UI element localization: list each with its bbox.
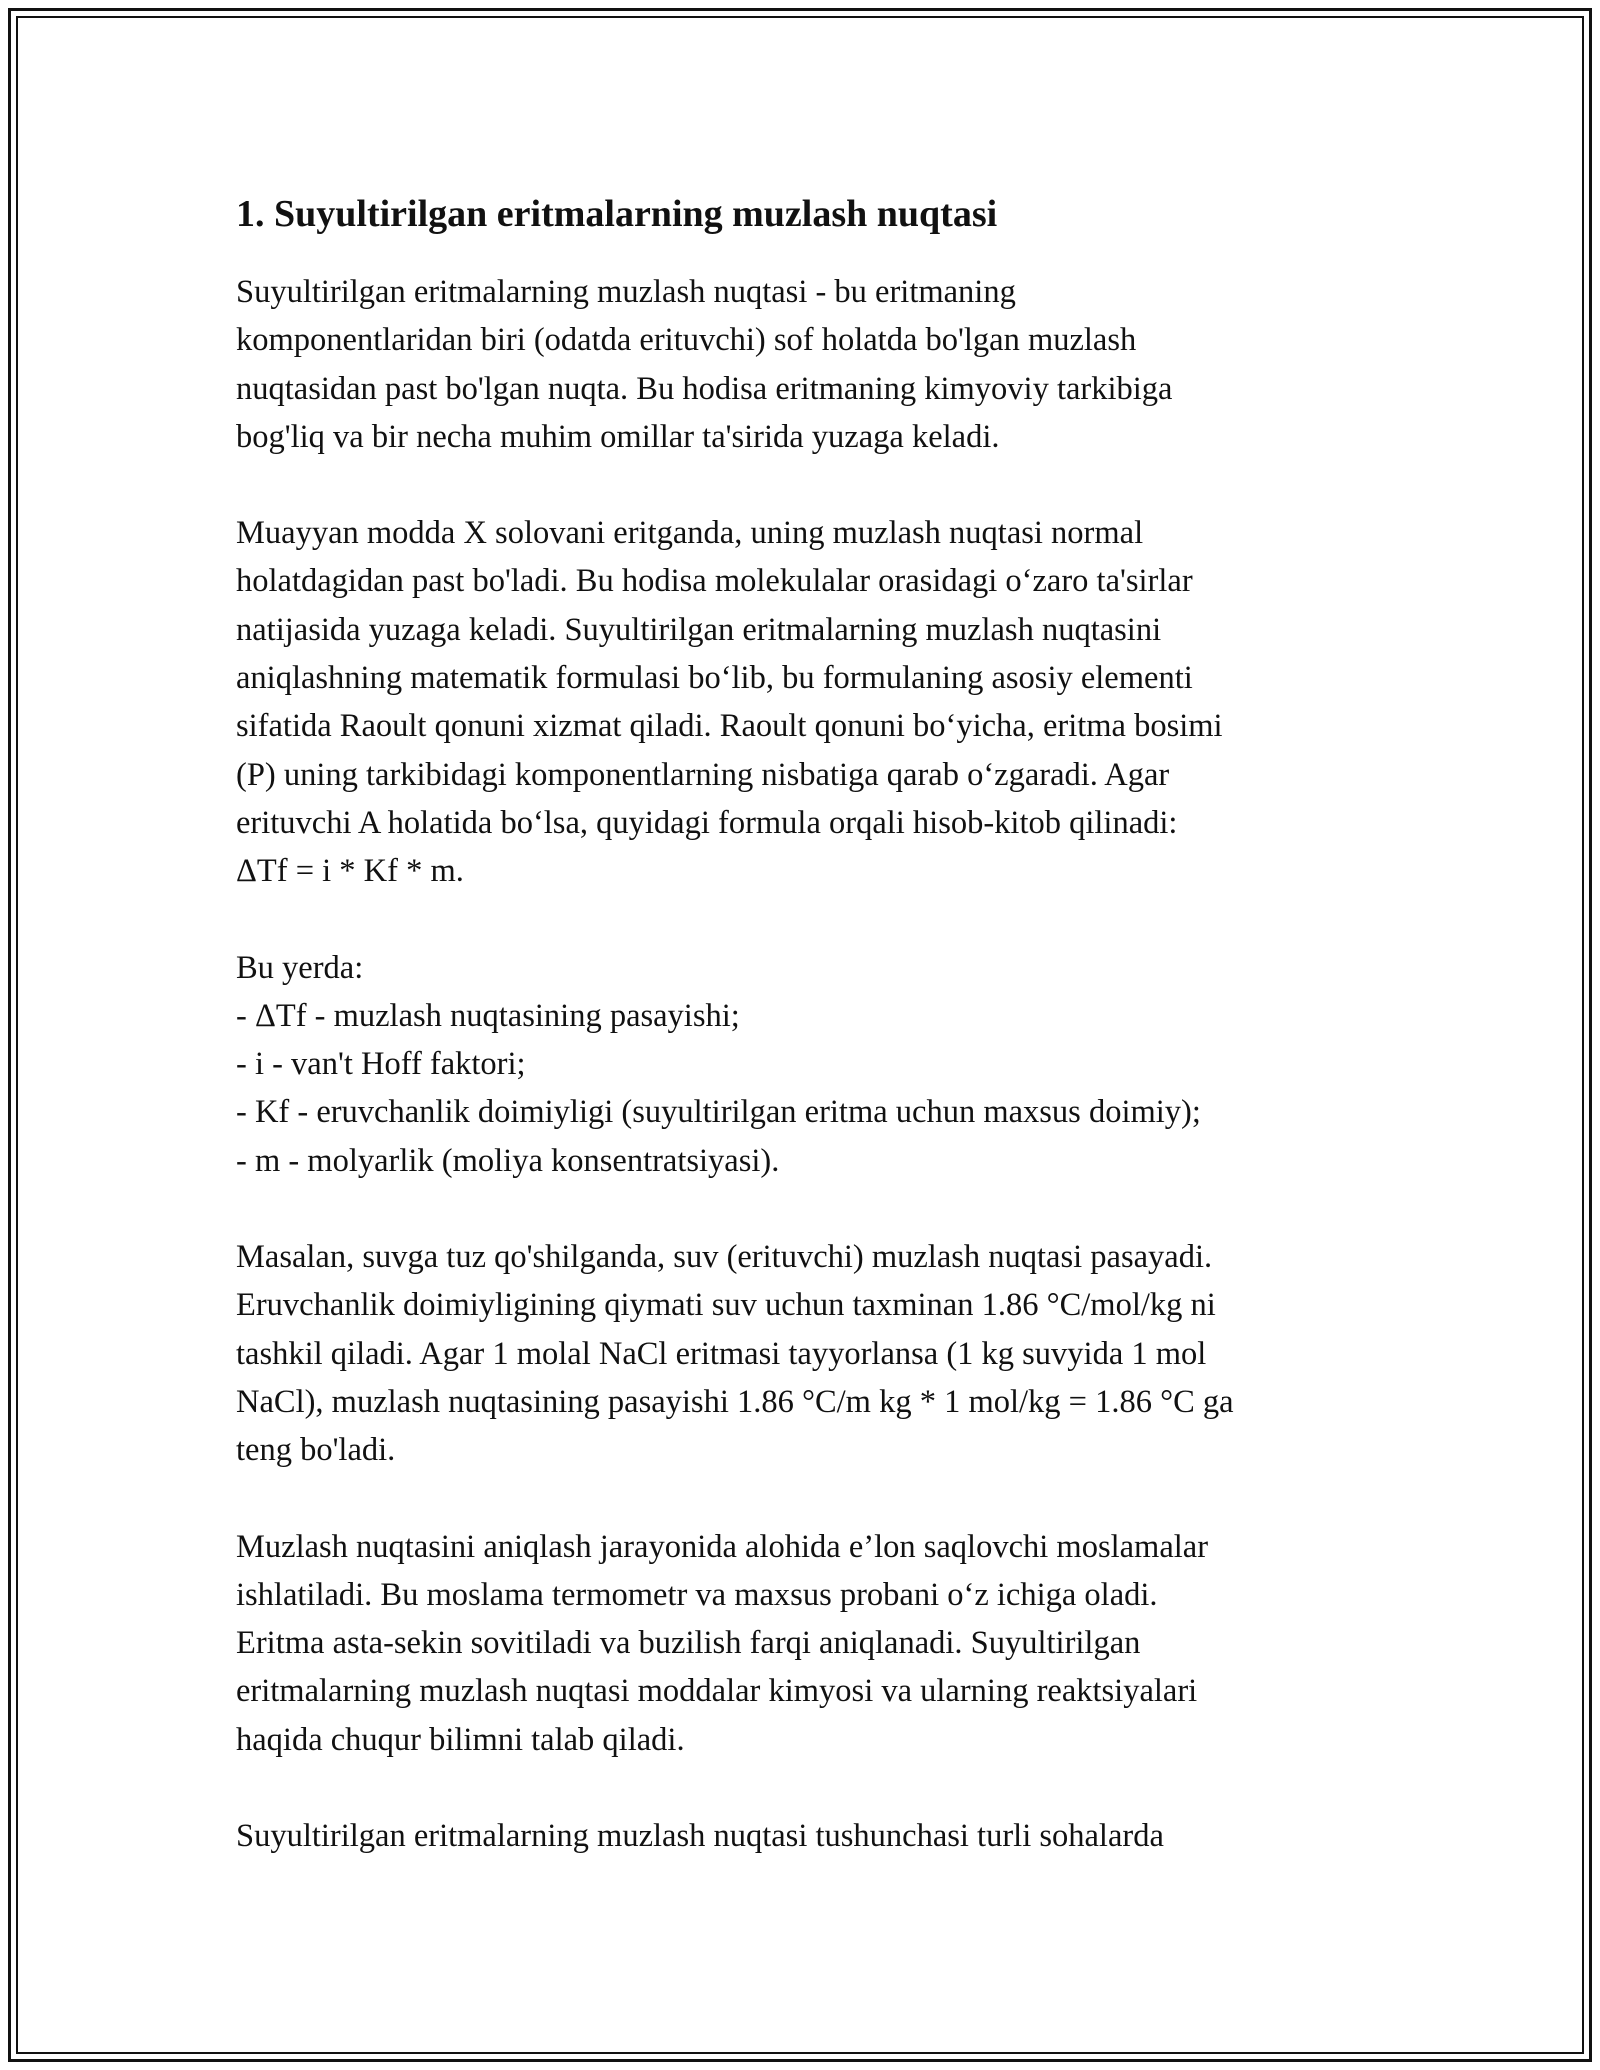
paragraph-example: Masalan, suvga tuz qo'shilganda, suv (erituvchi) muzlash nuqtasi pasayadi. Eruvchanlik doimiyligining qiymati suv uchun taxminan 1.86 °C/mol/kg ni tashkil qiladi. Agar 1 molal NaCl eritmasi tayyorlansa (1 kg suvyida 1 mol NaCl), muzlash nuqtasining pasayishi 1.86 °C/m kg * 1 mol/kg = 1.86 °C ga teng bo'ladi. — [236, 1239, 1234, 1469]
section-heading: 1. Suyultirilgan eritmalarning muzlash nuqtasi — [236, 193, 998, 235]
document-body — [236, 188, 1386, 1860]
paragraph-definition: Suyultirilgan eritmalarning muzlash nuqtasi - bu eritmaning komponentlaridan biri (odatda erituvchi) sof holatda bo'lgan muzlash nuqtasidan past bo'lgan nuqta. Bu hodisa eritmaning kimyoviy tarkibiga bog'liq va bir necha muhim omillar ta'sirida yuzaga keladi. — [236, 274, 1173, 455]
paragraph-variables-list: Bu yerda: - ΔTf - muzlash nuqtasining pasayishi; - i - van't Hoff faktori; - Kf - eruvchanlik doimiyligi (suyultirilgan eritma uchun maxsus doimiy); - m - molyarlik (moliya konsentratsiyasi). — [236, 949, 1201, 1179]
paragraph-applications: Suyultirilgan eritmalarning muzlash nuqtasi tushunchasi turli sohalarda — [236, 1818, 1164, 1855]
paragraph-raoult-law: Muayyan modda X solovani eritganda, uning muzlash nuqtasi normal holatdagidan past bo'ladi. Bu hodisa molekulalar orasidagi o‘zaro ta'sirlar natijasida yuzaga keladi. Suyultirilgan eritmalarning muzlash nuqtasini aniqlashning matematik formulasi bo‘lib, bu formulaning asosiy elementi sifatida Raoult qonuni xizmat qiladi. Raoult qonuni bo‘yicha, eritma bosimi (P) uning tarkibidagi komponentlarning nisbatiga qarab o‘zgaradi. Agar erituvchi A holatida bo‘lsa, quyidagi formula orqali hisob-kitob qilinadi: ΔTf = i * Kf * m. — [236, 515, 1223, 890]
paragraph-measurement: Muzlash nuqtasini aniqlash jarayonida alohida e’lon saqlovchi moslamalar ishlatiladi. Bu moslama termometr va maxsus probani o‘z ichiga oladi. Eritma asta-sekin sovitiladi va buzilish farqi aniqlanadi. Suyultirilgan eritmalarning muzlash nuqtasi moddalar kimyosi va ularning reaktsiyalari haqida chuqur bilimni talab qiladi. — [236, 1528, 1209, 1758]
